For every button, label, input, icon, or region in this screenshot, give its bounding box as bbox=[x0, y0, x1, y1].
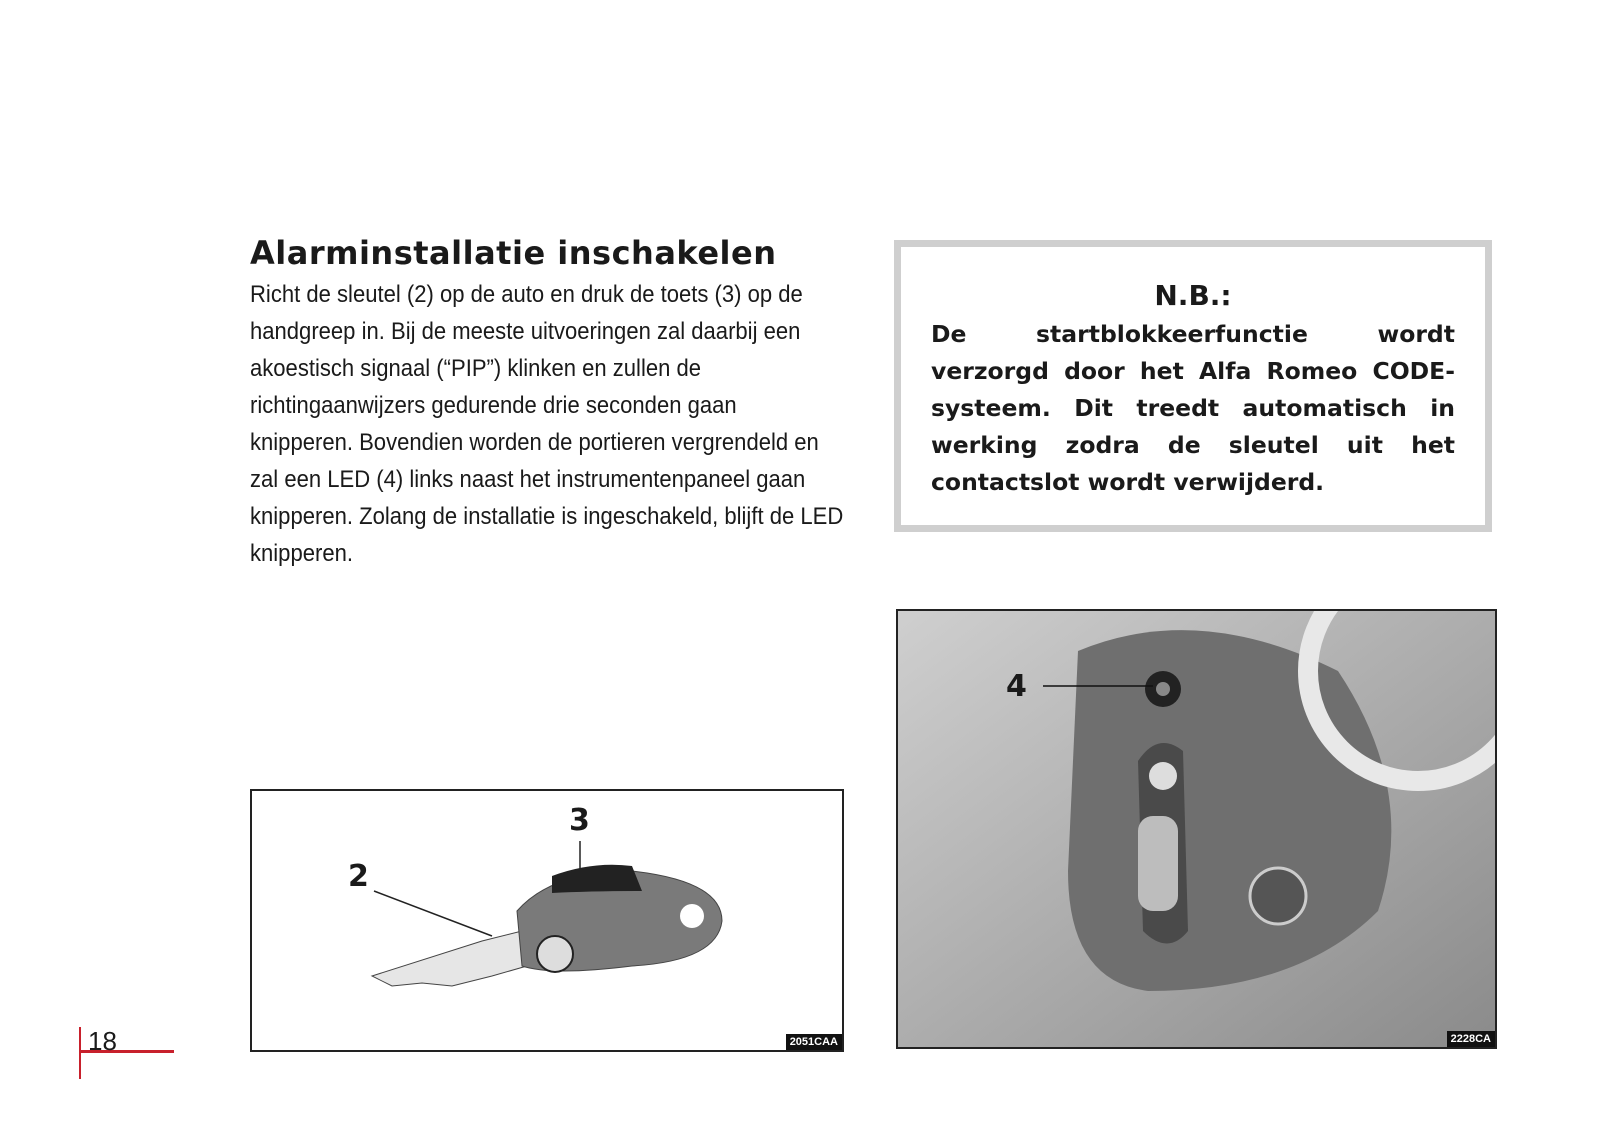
figure-code: 2228CA bbox=[1447, 1031, 1495, 1047]
note-box bbox=[894, 240, 1492, 532]
page-marker-vertical bbox=[79, 1027, 81, 1079]
section-body: Richt de sleutel (2) op de auto en druk de toets (3) op de handgreep in. Bij de meeste uitvoeringen zal daarbij een akoestisch signaal (“PIP”) klinken en zullen de richtingaanwijzers gedurende drie seconden gaan knipperen. Bovendien worden de portieren vergrendeld en zal een LED (4) links naast het instrumentenpaneel gaan knipperen. Zolang de installatie is ingeschakeld, blijft de LED knipperen. bbox=[250, 281, 844, 567]
callout-3: 3 bbox=[569, 803, 590, 838]
section-title: Alarminstallatie inschakelen bbox=[250, 234, 777, 272]
note-title: N.B.: bbox=[1154, 279, 1232, 312]
callout-2: 2 bbox=[348, 859, 369, 894]
figure-code: 2051CAA bbox=[786, 1034, 842, 1050]
dashboard-figure bbox=[896, 609, 1497, 1049]
key-figure bbox=[250, 789, 844, 1052]
note-text: De startblokkeerfunctie wordt verzorgd door het Alfa Romeo CODE-systeem. Dit treedt automatisch in werking zodra de sleutel uit het contactslot wordt verwijderd. bbox=[931, 320, 1455, 496]
callout-4: 4 bbox=[1006, 669, 1027, 704]
key-illustration bbox=[252, 791, 844, 1052]
page-number: 18 bbox=[88, 1026, 117, 1056]
dashboard-photo bbox=[898, 611, 1497, 1049]
